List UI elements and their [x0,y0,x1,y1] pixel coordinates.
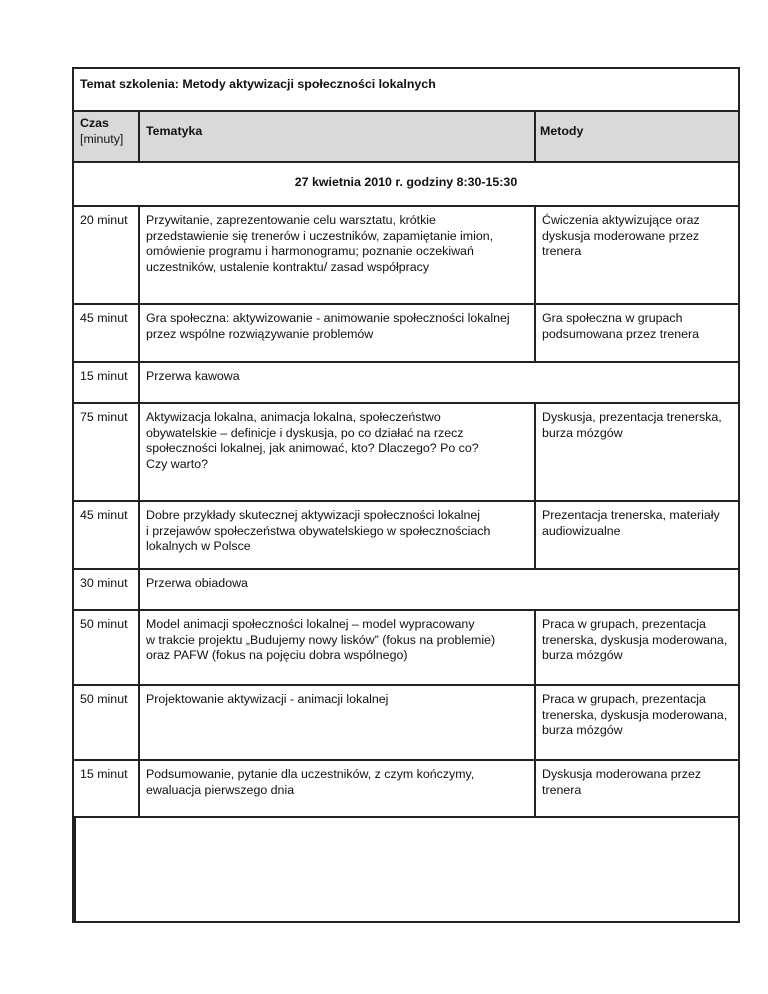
row-topic: Przywitanie, zaprezentowanie celu warsztatu, krótkie przedstawienie się trenerów i uczestników, zapamiętanie imion, omówienie programu i harmonogramu; poznanie oczekiwań uczestników, ustalenie kontraktu/ zasad współpracy [146,213,494,274]
column-divider [534,611,536,684]
column-divider [534,207,536,303]
header-time-unit: [minuty] [80,131,124,146]
column-divider [138,686,140,759]
table-row [74,207,738,303]
divider [74,816,738,818]
table-row [74,611,738,684]
column-divider [138,112,140,161]
column-divider [138,570,140,609]
header-methods: Metody [540,124,584,138]
row-time: 15 minut [80,369,128,383]
row-topic: Przerwa kawowa [146,369,240,383]
row-topic: Dobre przykłady skutecznej aktywizacji społeczności lokalnej i przejawów społeczeństwa obywatelskiego w społecznościach lokalnych w Polsce [146,508,491,553]
row-topic: Aktywizacja lokalna, animacja lokalna, społeczeństwo obywatelskie – definicje i dyskusja, po co działać na rzecz społeczności lokalnej, jak animować, kto? Dlaczego? Po co? Czy warto? [146,410,479,471]
date-line: 27 kwietnia 2010 r. godziny 8:30-15:30 [294,175,518,189]
row-topic: Gra społeczna: aktywizowanie - animowanie społeczności lokalnej przez wspólne rozwiązywanie problemów [146,311,510,341]
table-row [74,761,738,816]
training-title: Temat szkolenia: Metody aktywizacji społeczności lokalnych [80,77,436,91]
row-time: 45 minut [80,508,128,522]
row-method: Prezentacja trenerska, materiały audiowizualne [542,508,720,538]
row-method: Dyskusja moderowana przez trenera [542,767,702,797]
divider [74,161,738,163]
column-divider [138,207,140,303]
row-time: 50 minut [80,692,128,706]
table-row [74,305,738,361]
column-divider [138,502,140,568]
column-divider [74,818,76,921]
row-time: 45 minut [80,311,128,325]
row-method: Praca w grupach, prezentacja trenerska, dyskusja moderowana, burza mózgów [542,692,728,737]
header-time-label: Czas [80,116,109,130]
row-method: Dyskusja, prezentacja trenerska, burza mózgów [542,410,722,440]
row-method: Praca w grupach, prezentacja trenerska, dyskusja moderowana, burza mózgów [542,617,728,662]
table-row [74,404,738,500]
header-time [74,116,138,147]
column-divider [534,404,536,500]
column-divider [138,404,140,500]
row-time: 30 minut [80,576,128,590]
column-divider [534,686,536,759]
row-topic: Model animacji społeczności lokalnej – model wypracowany w trakcie projektu „Budujemy nowy lisków” (fokus na problemie) oraz PAFW (fokus na pojęciu dobra wspólnego) [146,617,496,662]
column-divider [138,611,140,684]
table-row [74,502,738,568]
row-time: 75 minut [80,410,128,424]
column-divider [534,502,536,568]
row-time: 50 minut [80,617,128,631]
row-time: 20 minut [80,213,128,227]
row-topic: Podsumowanie, pytanie dla uczestników, z czym kończymy, ewaluacja pierwszego dnia [146,767,475,797]
column-divider [534,305,536,361]
column-divider [534,112,536,161]
header-topic: Tematyka [146,124,203,138]
column-divider [138,305,140,361]
schedule-table [72,67,740,923]
table-row [74,363,738,402]
column-divider [138,761,140,816]
column-divider [138,363,140,402]
column-divider [534,761,536,816]
row-method: Ćwiczenia aktywizujące oraz dyskusja moderowane przez trenera [542,213,700,258]
row-method: Gra społeczna w grupach podsumowana przez trenera [542,311,700,341]
table-row [74,570,738,609]
row-time: 15 minut [80,767,128,781]
row-topic: Projektowanie aktywizacji - animacji lokalnej [146,692,389,706]
row-topic: Przerwa obiadowa [146,576,248,590]
table-row [74,686,738,759]
